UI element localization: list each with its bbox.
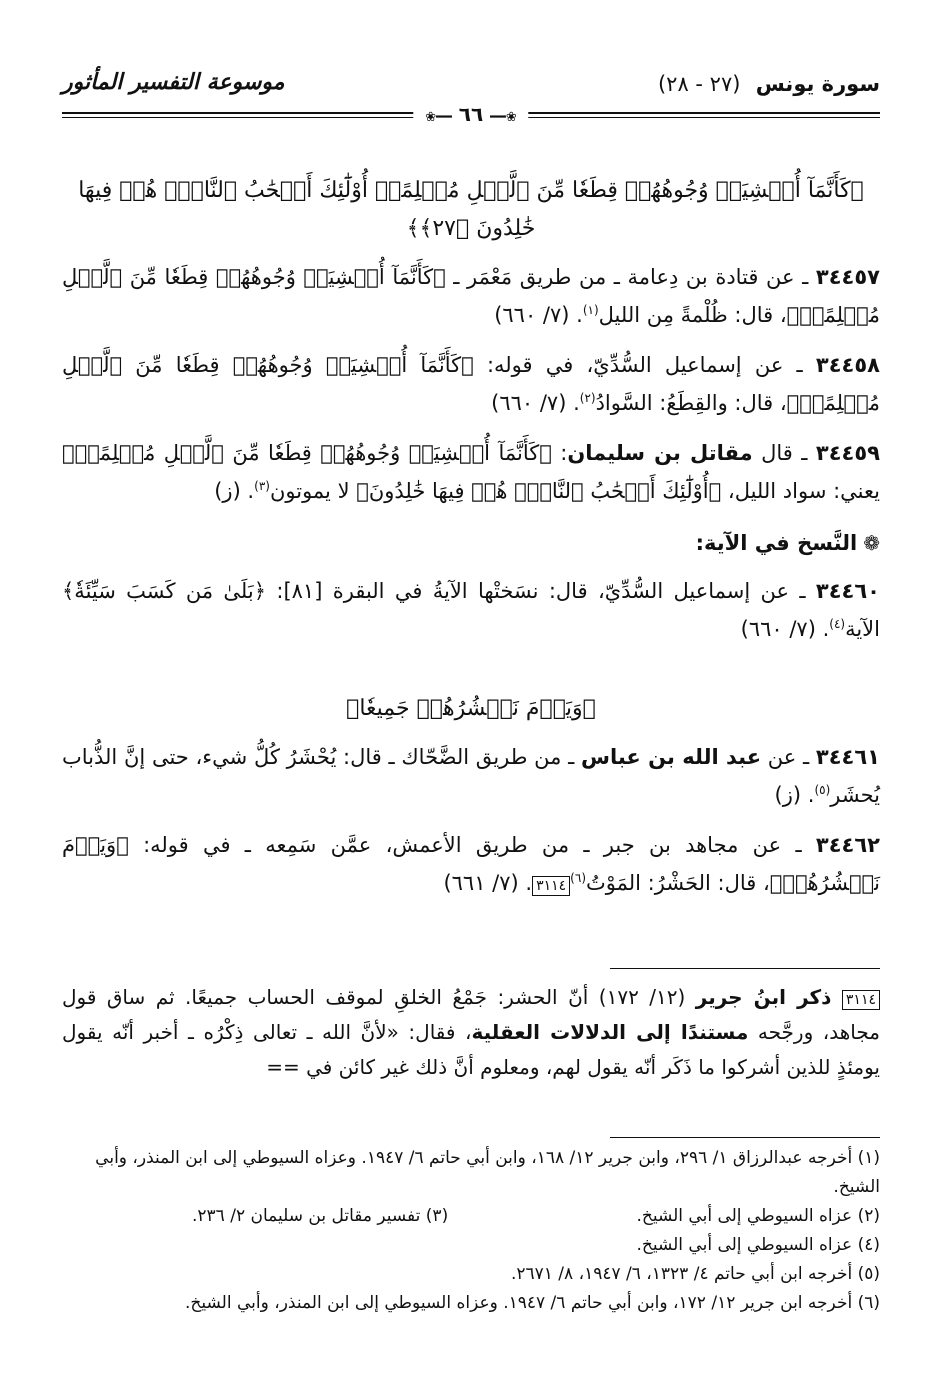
footnote-marker: (٥) [814,783,831,797]
narrator-name: عبد الله بن عباس [581,745,762,769]
source-ref: . (ز) [214,479,255,503]
entry-text: ـ عن قتادة بن دِعامة ـ من طريق مَعْمَر ـ [445,265,809,289]
commentary-number-box: ٣١١٤ [842,990,880,1010]
source-ref: . (٧/ ٦٦٠) [740,617,830,641]
footnote-1: (١) أخرجه عبدالرزاق ١/ ٢٩٦، وابن جرير ١٢/ ١٦٨، وابن أبي حاتم ٦/ ١٩٤٧. وعزاه السيوطي إلى ابن المنذر، وأبي الشيخ. [95,1148,880,1197]
ornament-icon: ━━❀ [425,110,452,125]
entry-text: ، قال: ظُلْمةً مِن الليل [598,303,787,327]
entry-text: ـ من طريق الضَّحّاك ـ قال: يُحْشَرُ كُلُّ شيء، حتى إنَّ الذُّباب يُحشَر [62,745,880,807]
surah-header [658,72,880,96]
section-heading [62,524,880,562]
quran-quote: ﴿كَأَنَّمَآ أُغۡشِيَتۡ وُجُوهُهُمۡ قِطَعٗا مِّنَ ٱلَّيۡلِ مُظۡلِمًاۚ﴾ [62,353,880,415]
spacer [62,660,880,690]
entry-number: ٣٤٤٥٨ [815,353,880,377]
entry-text: يعني: سواد الليل، [721,479,880,503]
surah-title: سورة يونس [755,72,880,96]
commentary-author: ذكر ابنُ جرير [695,985,832,1009]
quran-verse: ﴿كَأَنَّمَآ أُغۡشِيَتۡ وُجُوهُهُمۡ قِطَعٗا مِّنَ ٱلَّيۡلِ مُظۡلِمًاۚ أُوْلَٰٓئِكَ أَصۡحَٰبُ ٱلنَّارِۖ هُمۡ فِيهَا خَٰلِدُونَ ﴿٢٧﴾﴾ [78,178,864,241]
entry-text: ـ عن إسماعيل السُّدِّيّ، في قوله: [473,353,803,377]
verse-heading: ﴿وَيَوۡمَ نَحۡشُرُهُمۡ جَمِيعٗا﴾ [346,696,596,721]
entry-number: ٣٤٤٥٧ [815,265,880,289]
commentary-text: ، فقال: «لأنَّ الله ـ تعالى ذِكْرُه ـ أخبر أنّه يقول يومئذٍ للذين أشركوا ما ذَكَر أنّه يقول لهم، ومعلوم أنَّ ذلك غير كائن في == [62,1020,880,1079]
entry-34460 [62,572,880,648]
section-title: النَّسخ في الآية: [695,531,858,555]
entry-text: ـ قال [752,441,808,465]
footnote-marker: (٤) [829,617,846,631]
entry-text: ـ عن [761,745,810,769]
entry-34459 [62,434,880,510]
main-text [62,172,880,914]
commentary-ref-box: ٣١١٤ [532,876,570,896]
quran-quote: ﴿كَأَنَّمَآ أُغۡشِيَتۡ وُجُوهُهُمۡ قِطَعٗا مِّنَ ٱلَّيۡلِ مُظۡلِمًاۚ﴾ [62,441,552,465]
entry-text: ، قال: والقِطَعُ: السَّوادُ [595,391,787,415]
source-ref: . (٧/ ٦٦١) [443,871,533,895]
entry-number: ٣٤٤٦١ [815,745,880,769]
footnote-marker: (٣) [254,479,270,493]
footnotes [62,1144,880,1318]
book-title: موسوعة التفسير المأثور [62,70,285,95]
entry-34462 [62,826,880,902]
page-number: ٦٦ [458,102,484,126]
footnote-6: (٦) أخرجه ابن جرير ١٢/ ١٧٢، وابن أبي حاتم ٦/ ١٩٤٧. وعزاه السيوطي إلى ابن المنذر، وأبي الشيخ. [184,1293,880,1313]
entry-number: ٣٤٤٦٢ [815,833,880,857]
entry-text: : [551,441,568,465]
quran-quote: ﴿وَيَوۡمَ نَحۡشُرُهُمۡ﴾ [62,833,880,895]
footnote-marker: (٦) [570,871,586,885]
footnote-5: (٥) أخرجه ابن أبي حاتم ٤/ ١٣٢٣، ٦/ ١٩٤٧، ٨/ ٢٦٧١. [510,1264,880,1284]
entry-34458 [62,346,880,422]
source-ref: . (٧/ ٦٦٠) [494,303,583,327]
page-number-box [413,102,528,126]
quran-quote: ﴿كَأَنَّمَآ أُغۡشِيَتۡ وُجُوهُهُمۡ قِطَعٗا مِّنَ ٱلَّيۡلِ مُظۡلِمًاۚ﴾ [62,265,880,327]
entry-34461 [62,738,880,814]
footnote-row [62,1202,880,1231]
footnote-2: (٢) عزاه السيوطي إلى أبي الشيخ. [636,1206,880,1226]
entry-text: ، قال: الحَشْرُ: المَوْتُ [586,871,770,895]
commentary-emphasis: مستندًا إلى الدلالات العقلية [471,1020,749,1044]
narrator-name: مقاتل بن سليمان [567,441,753,465]
quran-quote: ﴿بَلَىٰ مَن كَسَبَ سَيِّئَةٗ﴾ [62,579,267,603]
running-header [62,68,880,104]
verse-range: (٢٧ - ٢٨) [657,72,741,96]
flower-icon: ❁ [863,531,880,555]
footnote-marker: (١) [582,303,599,317]
footnote-marker: (٢) [579,391,596,405]
entry-text: الآية [845,617,880,641]
footnote-3: (٣) تفسير مقاتل بن سليمان ٢/ ٢٣٦. [192,1206,449,1226]
commentary-separator [610,968,880,969]
source-ref: . (٧/ ٦٦٠) [491,391,580,415]
footnote-4: (٤) عزاه السيوطي إلى أبي الشيخ. [636,1235,880,1255]
entry-text: لا يموتون [269,479,357,503]
commentary-block [62,980,880,1085]
page [62,62,880,1352]
footnotes-separator [610,1137,880,1138]
entry-number: ٣٤٤٦٠ [815,579,880,603]
quran-quote: ﴿أُوْلَٰٓئِكَ أَصۡحَٰبُ ٱلنَّارِۖ هُمۡ فِيهَا خَٰلِدُونَ﴾ [356,479,722,503]
ornament-icon: ❀━━ [490,110,517,125]
entry-text: ـ عن إسماعيل السُّدِّيّ، قال: نسَختْها الآيةُ في البقرة [٨١]: [266,579,806,603]
entry-34457 [62,258,880,334]
source-ref: . (ز) [774,783,815,807]
entry-text: ـ عن مجاهد بن جبر ـ من طريق الأعمش، عمَّن سَمِعه ـ في قوله: [128,833,802,857]
commentary-text: (١٢/ ١٧٢) أنّ الحشر: جَمْعُ الخلقِ لموقف الحساب جميعًا. ثم ساق قول مجاهد، ورجَّحه [62,985,880,1044]
entry-number: ٣٤٤٥٩ [815,441,880,465]
